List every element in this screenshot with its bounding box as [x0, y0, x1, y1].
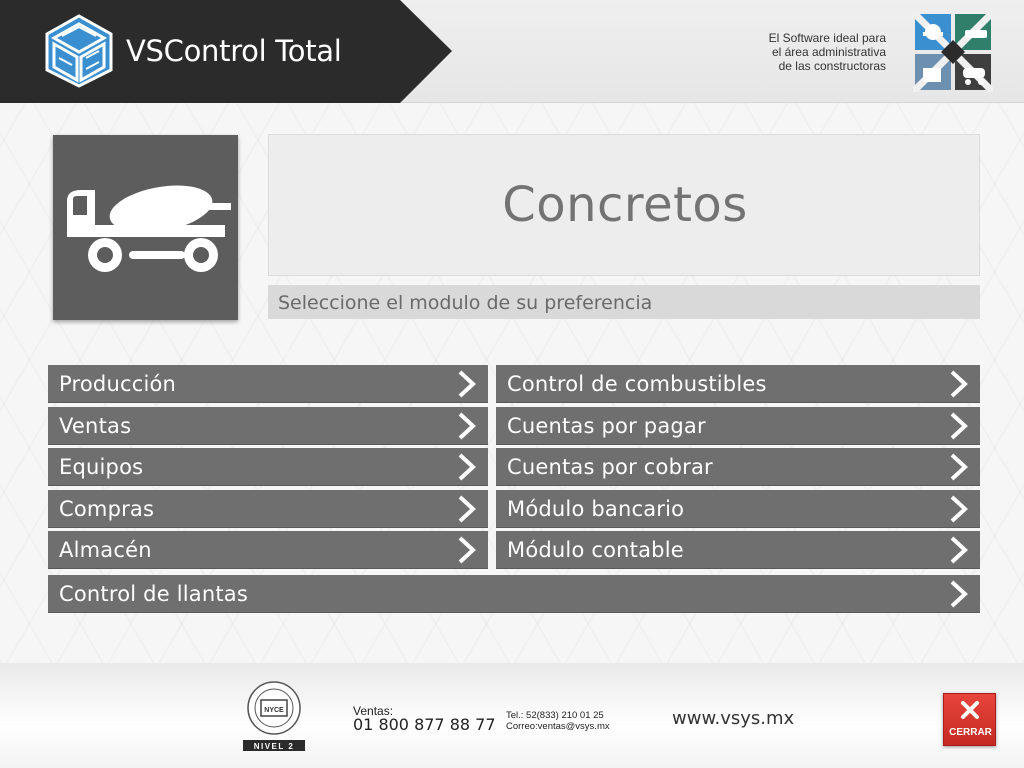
- chevron-right-icon: [948, 369, 970, 399]
- construction-logo-icon: [913, 12, 993, 92]
- chevron-right-icon: [948, 452, 970, 482]
- ventas-phone: 01 800 877 88 77: [353, 715, 496, 734]
- app-title: VSControl Total: [126, 34, 342, 68]
- tagline: [686, 31, 886, 73]
- menu-equipos-button[interactable]: [48, 448, 488, 486]
- chevron-right-icon: [456, 494, 478, 524]
- menu-compras-button[interactable]: [48, 490, 488, 528]
- chevron-right-icon: [456, 369, 478, 399]
- chevron-right-icon: [456, 535, 478, 565]
- menu-ventas-button[interactable]: [48, 407, 488, 445]
- menu-label: Producción: [59, 372, 177, 396]
- menu-label: Control de llantas: [59, 582, 249, 606]
- chevron-right-icon: [948, 579, 970, 609]
- menu-label: Control de combustibles: [507, 372, 767, 396]
- chevron-right-icon: [948, 535, 970, 565]
- website-link[interactable]: www.vsys.mx: [672, 708, 795, 729]
- menu-almacen-button[interactable]: [48, 531, 488, 569]
- close-label: CERRAR: [949, 727, 992, 738]
- footer: [0, 663, 1024, 768]
- seal-level-text: NIVEL 2: [253, 742, 295, 751]
- concrete-mixer-truck-icon: [61, 185, 231, 275]
- tagline-line-2: el área administrativa: [771, 45, 886, 59]
- module-subtitle: Seleccione el modulo de su preferencia: [278, 292, 653, 314]
- module-title-panel: [268, 134, 980, 276]
- chevron-right-icon: [948, 494, 970, 524]
- vscontrol-logo-icon: [44, 14, 114, 88]
- close-icon: [960, 700, 980, 720]
- contact-email: Correo:ventas@vsys.mx: [506, 721, 610, 732]
- menu-label: Almacén: [59, 538, 152, 562]
- menu-modulo-contable-button[interactable]: [496, 531, 980, 569]
- menu-control-combustibles-button[interactable]: [496, 365, 980, 403]
- chevron-right-icon: [456, 452, 478, 482]
- tagline-line-3: de las constructoras: [778, 59, 886, 73]
- nyce-certification-seal-icon: [243, 680, 305, 752]
- menu-label: Módulo contable: [507, 538, 684, 562]
- menu-cuentas-por-pagar-button[interactable]: [496, 407, 980, 445]
- header: [0, 0, 1024, 103]
- menu-label: Cuentas por pagar: [507, 414, 706, 438]
- seal-center-text: NYCE: [264, 707, 284, 714]
- menu-modulo-bancario-button[interactable]: [496, 490, 980, 528]
- menu-control-llantas-button[interactable]: [48, 575, 980, 613]
- module-title: Concretos: [502, 177, 748, 233]
- menu-label: Compras: [59, 497, 155, 521]
- menu-produccion-button[interactable]: [48, 365, 488, 403]
- menu-label: Equipos: [59, 455, 144, 479]
- ventas-label: Ventas:: [353, 704, 394, 718]
- module-subtitle-bar: [268, 285, 980, 319]
- menu-label: Ventas: [59, 414, 132, 438]
- close-button[interactable]: [943, 693, 996, 746]
- module-icon-tile: [53, 135, 238, 320]
- menu-cuentas-por-cobrar-button[interactable]: [496, 448, 980, 486]
- menu-label: Módulo bancario: [507, 497, 685, 521]
- tagline-line-1: El Software ideal para: [768, 31, 886, 45]
- menu-label: Cuentas por cobrar: [507, 455, 713, 479]
- chevron-right-icon: [948, 411, 970, 441]
- chevron-right-icon: [456, 411, 478, 441]
- contact-telephone: Tel.: 52(833) 210 01 25: [506, 710, 604, 721]
